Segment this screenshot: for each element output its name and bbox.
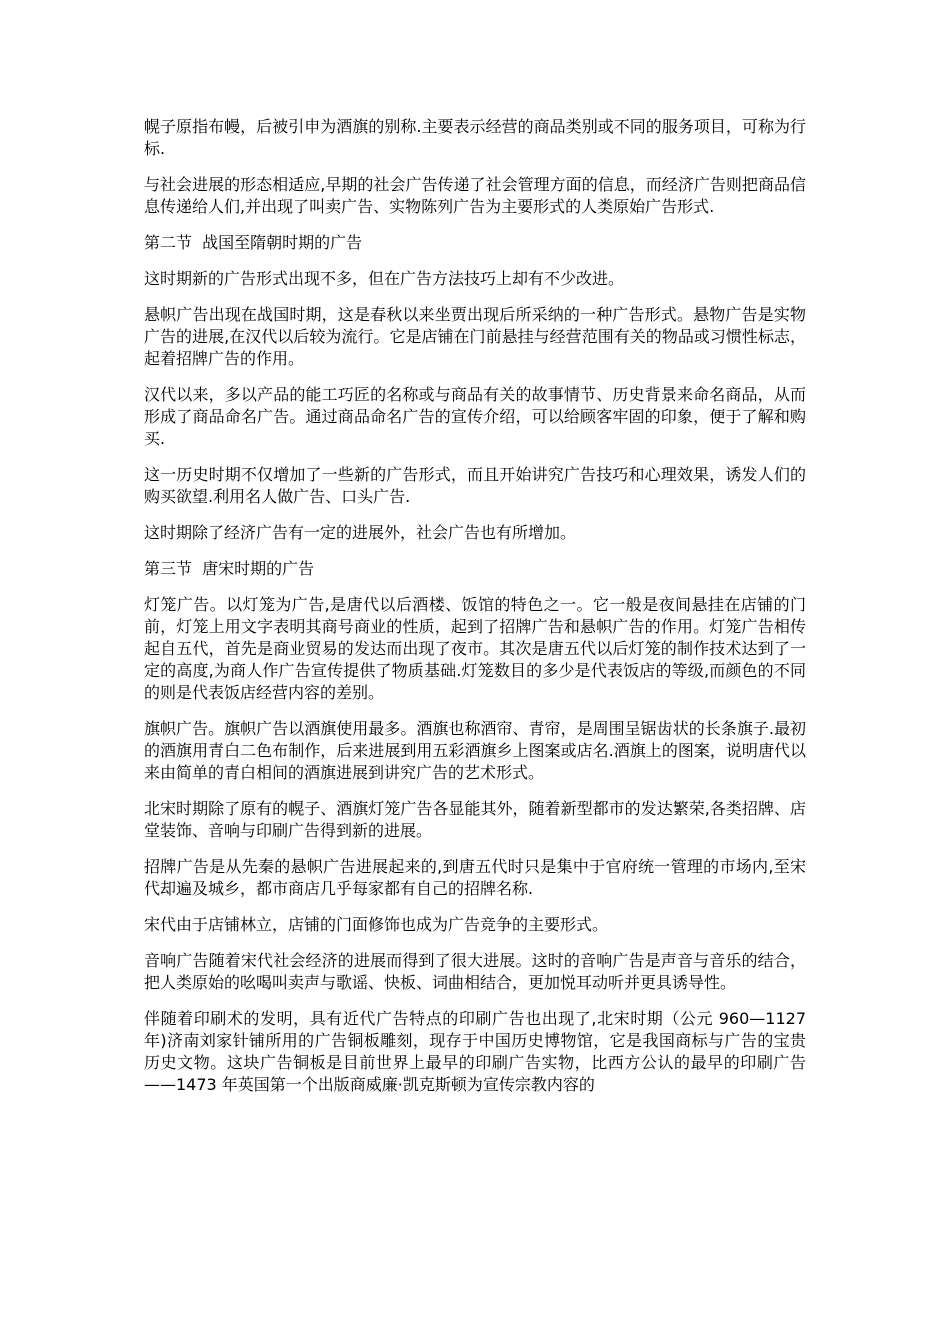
paragraph: 旗帜广告。旗帜广告以酒旗使用最多。酒旗也称酒帘、青帘，是周围呈锯齿状的长条旗子.最初的酒旗用青白二色布制作，后来进展到用五彩酒旗乡上图案或店名.酒旗上的图案，说明唐代以来由简单的青白相间的酒旗进展到讲究广告的艺术形式。 bbox=[144, 719, 806, 782]
paragraph: 与社会进展的形态相适应,早期的社会广告传递了社会管理方面的信息，而经济广告则把商品信息传递给人们,并出现了叫卖广告、实物陈列广告为主要形式的人类原始广告形式. bbox=[144, 175, 806, 216]
paragraph: 招牌广告是从先秦的悬帜广告进展起来的,到唐五代时只是集中于官府统一管理的市场内,至宋代却遍及城乡，都市商店几乎每家都有自己的招牌名称. bbox=[144, 857, 806, 898]
paragraph: 伴随着印刷术的发明，具有近代广告特点的印刷广告也出现了,北宋时期（公元 960—1127 年)济南刘家针铺所用的广告铜板雕刻，现存于中国历史博物馆，它是我国商标与广告的宝贵历史文物。这块广告铜板是目前世界上最早的印刷广告实物，比西方公认的最早的印刷广告——1473 年英国第一个出版商威廉·凯克斯顿为宣传宗教内容的 bbox=[144, 1009, 806, 1094]
paragraph: 灯笼广告。以灯笼为广告,是唐代以后酒楼、饭馆的特色之一。它一般是夜间悬挂在店铺的门前，灯笼上用文字表明其商号商业的性质，起到了招牌广告和悬帜广告的作用。灯笼广告相传起自五代，首先是商业贸易的发达而出现了夜市。其次是唐五代以后灯笼的制作技术达到了一定的高度,为商人作广告宣传提供了物质基础.灯笼数目的多少是代表饭店的等级,而颜色的不同的则是代表饭店经营内容的差别。 bbox=[144, 595, 806, 702]
paragraph: 汉代以来，多以产品的能工巧匠的名称或与商品有关的故事情节、历史背景来命名商品，从而形成了商品命名广告。通过商品命名广告的宣传介绍，可以给顾客牢固的印象，便于了解和购买. bbox=[144, 385, 806, 448]
document-body bbox=[144, 116, 806, 1110]
paragraph: 这时期新的广告形式出现不多，但在广告方法技巧上却有不少改进。 bbox=[144, 269, 625, 288]
section-heading: 第二节 战国至隋朝时期的广告 bbox=[144, 233, 363, 252]
paragraph: 音响广告随着宋代社会经济的进展而得到了很大进展。这时的音响广告是声音与音乐的结合，把人类原始的吆喝叫卖声与歌谣、快板、词曲相结合，更加悦耳动听并更具诱导性。 bbox=[144, 951, 806, 992]
paragraph: 这一历史时期不仅增加了一些新的广告形式，而且开始讲究广告技巧和心理效果，诱发人们的购买欲望.利用名人做广告、口头广告. bbox=[144, 465, 806, 506]
paragraph: 宋代由于店铺林立，店铺的门面修饰也成为广告竞争的主要形式。 bbox=[144, 915, 609, 934]
paragraph: 北宋时期除了原有的幌子、酒旗灯笼广告各显能其外，随着新型都市的发达繁荣,各类招牌、店堂装饰、音响与印刷广告得到新的进展。 bbox=[144, 799, 806, 840]
paragraph: 悬帜广告出现在战国时期，这是春秋以来坐贾出现后所采纳的一种广告形式。悬物广告是实物广告的进展,在汉代以后较为流行。它是店铺在门前悬挂与经营范围有关的物品或习惯性标志，起着招牌广告的作用。 bbox=[144, 305, 806, 368]
section-heading: 第三节 唐宋时期的广告 bbox=[144, 559, 315, 578]
paragraph: 幌子原指布幔，后被引申为酒旗的别称.主要表示经营的商品类别或不同的服务项目，可称为行标. bbox=[144, 117, 806, 158]
paragraph: 这时期除了经济广告有一定的进展外，社会广告也有所增加。 bbox=[144, 523, 577, 542]
